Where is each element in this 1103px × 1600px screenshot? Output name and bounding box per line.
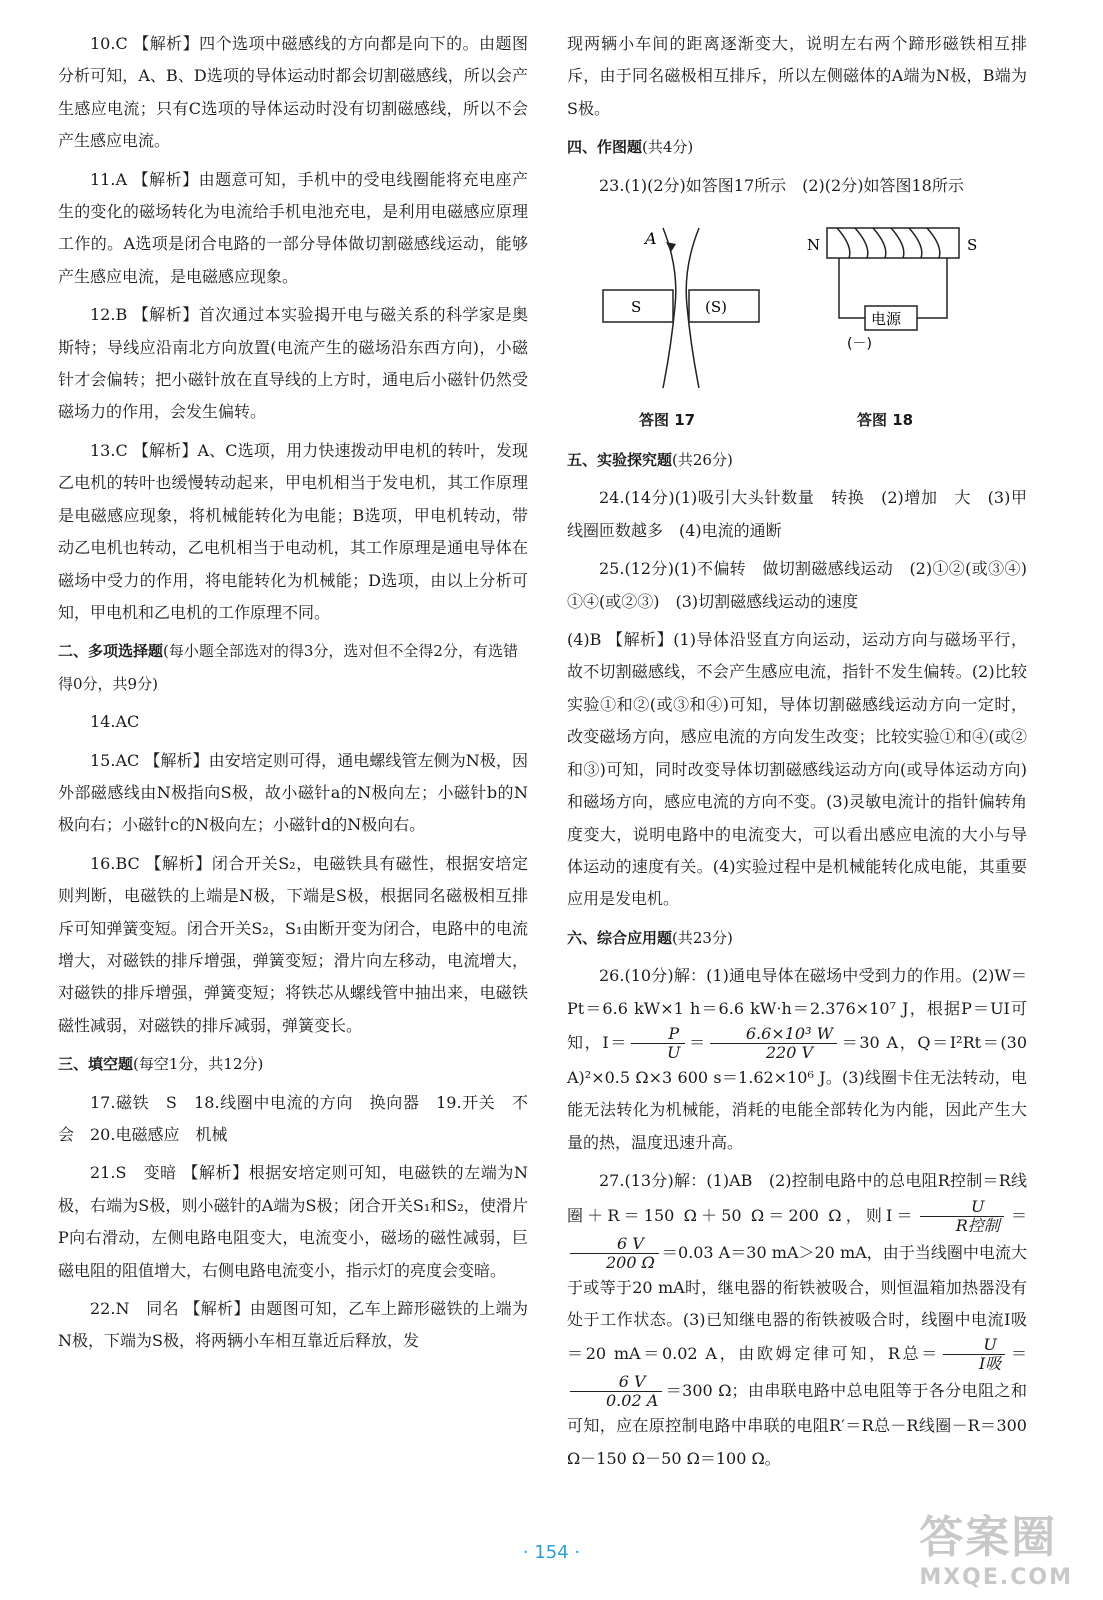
answer-23: 23.(1)(2分)如答图17所示 (2)(2分)如答图18所示 (599, 175, 964, 195)
answer-10: 10.C 【解析】四个选项中磁感线的方向都是向下的。由题图分析可知，A、B、D选项的导体运动时都会切割磁感线，所以会产生感应电流；只有C选项的导体运动时没有切割磁感线，所以不会产生感应电流。 (58, 34, 528, 151)
fraction-denominator: U (667, 1042, 681, 1062)
answer-24: 24.(14分)(1)吸引大头针数量 转换 (2)增加 大 (3)甲 线圈匝数越多 (4)电流的通断 (567, 488, 1044, 540)
wire-left (839, 258, 865, 318)
page-number: · 154 · (522, 1542, 581, 1563)
section-4-note: (共4分) (642, 138, 694, 157)
fraction-numerator: U (920, 1198, 1004, 1217)
equals-sign: ＝ (1008, 1344, 1027, 1364)
fraction-u-over-r (920, 1198, 1004, 1235)
equals-sign: ＝ (1006, 1205, 1027, 1225)
answer-26 (567, 960, 1027, 1159)
left-column (58, 28, 528, 1364)
section-2-note: (每小题全部选对的得3分，选对但不全得2分，有选错得0分，共9分) (58, 642, 518, 693)
answer-27-part-b: ＝0.03 A＝30 mA＞20 mA，由于当线圈中电流大于或等于20 mA时，继电器的衔铁被吸合，则恒温箱加热器没有处于工作状态。(3)已知继电器的衔铁被吸合时，线圈中电流I吸＝20 mA＝0.02 A，由欧姆定律可知，R总＝ (567, 1242, 1027, 1364)
fraction-denominator: I吸 (978, 1354, 1002, 1374)
right-column (567, 28, 1044, 1481)
watermark (919, 1501, 1073, 1590)
answer-27-part-a: 27.(13分)解：(1)AB (2)控制电路中的总电阻R控制＝R线圈＋R＝150 Ω＋50 Ω＝200 Ω，则I＝ (567, 1171, 1027, 1225)
fig18-source-label: 电源 (871, 310, 902, 329)
answer-25: 25.(12分)(1)不偏转 做切割磁感线运动 (2)①②(或③④) ①④(或②③) (3)切割磁感线运动的速度 (567, 559, 1044, 611)
answer-21: 21.S 变暗 【解析】根据安培定则可知，电磁铁的左端为N极，右端为S极，则小磁针的A端为S极；闭合开关S₁和S₂，使滑片P向右滑动，左侧电路电阻变大，电流变小，磁场的磁性减弱，巨磁电阻的阻值增大，右侧电路电流变小，指示灯的亮度会变暗。 (58, 1163, 528, 1280)
fraction-denominator: R控制 (955, 1215, 1000, 1235)
answer-15: 15.AC 【解析】由安培定则可得，通电螺线管左侧为N极，因外部磁感线由N极指向S极，故小磁针a的N极向左；小磁针b的N极向右；小磁针c的N极向左；小磁针d的N极向右。 (58, 750, 528, 835)
section-5-title: 五、实验探究题 (567, 451, 673, 470)
wire-right (917, 258, 947, 318)
section-6-note: (共23分) (672, 928, 733, 947)
section-2-title: 二、多项选择题 (58, 642, 164, 661)
fraction-u-over-i (943, 1336, 1005, 1373)
section-6-heading (567, 922, 1027, 954)
section-6-title: 六、综合应用题 (567, 928, 673, 947)
answer-26-part-b: ＝30 A，Q＝I²Rt＝(30 A)²×0.5 Ω×3 600 s＝1.62×10⁶ J。(3)线圈卡住无法转动，电能无法转化为机械能，消耗的电能全部转化为内能，因此产生大量的热，温度迅速升高。 (567, 1032, 1027, 1152)
fig18-pole-left: N (807, 236, 821, 255)
fraction-numerator: P (631, 1025, 684, 1044)
answer-25-explanation: (4)B 【解析】(1)导体沿竖直方向运动，运动方向与磁场平行，故不切割磁感线，不会产生感应电流，指针不发生偏转。(2)比较实验①和②(或③和④)可知，导体切割磁感线运动方向一定时，改变磁场方向，感应电流的方向发生改变；比较实验①和④(或②和③)可知，同时改变导体切割磁感线运动方向(或导体运动方向)和磁场方向，感应电流的方向不变。(3)灵敏电流计的指针偏转角度变大，说明电路中的电流变大，可以看出感应电流的大小与导体运动的速度有关。(4)实验过程中是机械能转化成电能，其重要应用是发电机。 (567, 630, 1027, 909)
figure-18-drawing (807, 228, 977, 352)
fraction-numerator: 6.6×10³ W (710, 1025, 837, 1044)
answer-27-part-c: ＝300 Ω；由串联电路中总电阻等于各分电阻之和可知，应在原控制电路中串联的电阻R′＝R总－R线圈－R＝300 Ω－150 Ω－50 Ω＝100 Ω。 (567, 1381, 1027, 1468)
answer-figures (567, 208, 1027, 438)
answer-17-20: 17.磁铁 S 18.线圈中电流的方向 换向器 19.开关 不会 20.电磁感应 机械 (58, 1092, 528, 1144)
fraction-denominator: 200 Ω (606, 1252, 655, 1272)
fig17-caption: 答图 17 (639, 411, 696, 430)
fig17-arrow-label: A (645, 229, 657, 249)
equals-sign: ＝ (687, 1032, 707, 1052)
answer-27 (567, 1165, 1027, 1475)
section-3-title: 三、填空题 (58, 1055, 134, 1074)
fraction-denominator: 220 V (765, 1042, 814, 1062)
fig17-pole-right: (S) (705, 298, 727, 317)
answer-12: 12.B 【解析】首次通过本实验揭开电与磁关系的科学家是奥斯特；导线应沿南北方向放置(电流产生的磁场沿东西方向)，小磁针才会偏转；把小磁针放在直导线的上方时，通电后小磁针仍然受磁场力的作用，会发生偏转。 (58, 305, 528, 422)
answer-22: 22.N 同名 【解析】由题图可知，乙车上蹄形磁铁的上端为N极，下端为S极，将两辆小车相互靠近后释放，发 (58, 1299, 528, 1351)
fig18-pole-right: S (967, 236, 978, 255)
fraction-p-over-u (631, 1025, 684, 1062)
answer-14: 14.AC (90, 712, 140, 732)
answer-13: 13.C 【解析】A、C选项，用力快速拨动甲电机的转叶，发现乙电机的转叶也缓慢转动起来，甲电机相当于发电机，其工作原理是电磁感应现象，将机械能转化为电能；B选项，甲电机转动，带动乙电机也转动，乙电机相当于电动机，其工作原理是通电导体在磁场中受力的作用，将电能转化为机械能；D选项，由以上分析可知，甲电机和乙电机的工作原理不同。 (58, 440, 528, 622)
watermark-cn: 答案圈 (919, 1512, 1058, 1563)
answer-22-continued: 现两辆小车间的距离逐渐变大，说明左右两个蹄形磁铁相互排斥，由于同名磁极相互排斥，所以左侧磁体的A端为N极，B端为S极。 (567, 34, 1027, 118)
section-4-title: 四、作图题 (567, 138, 643, 157)
fraction-6v-over-002a (570, 1373, 662, 1410)
answer-26-part-a: 26.(10分)解：(1)通电导体在磁场中受到力的作用。(2)W＝Pt＝6.6 kW×1 h＝6.6 kW·h＝2.376×10⁷ J，根据P＝UI可知，I＝ (567, 966, 1027, 1052)
fraction-power-over-voltage (710, 1025, 837, 1062)
figure-17-drawing (603, 228, 759, 388)
fraction-numerator: 6 V (570, 1235, 659, 1254)
figures-svg (567, 208, 1027, 408)
answer-16: 16.BC 【解析】闭合开关S₂，电磁铁具有磁性，根据安培定则判断，电磁铁的上端是N极，下端是S极，根据同名磁极相互排斥可知弹簧变短。闭合开关S₂，S₁由断开变为闭合，电路中的电流增大，对磁铁的排斥增强，弹簧变短；滑片向左移动，电流增大，对磁铁的排斥增强，弹簧变短；将铁芯从螺线管中抽出来，电磁铁磁性减弱，对磁铁的排斥减弱，弹簧变长。 (58, 853, 528, 1035)
section-4-heading (567, 131, 1027, 163)
watermark-en: MXQE.COM (919, 1565, 1073, 1590)
fraction-6v-over-200ohm (570, 1235, 659, 1272)
section-2-heading (58, 635, 528, 700)
section-3-heading (58, 1048, 528, 1080)
answer-11: 11.A 【解析】由题意可知，手机中的受电线圈能将充电座产生的变化的磁场转化为电流给手机电池充电，是利用电磁感应原理工作的。A选项是闭合电路的一部分导体做切割磁感线运动，能够产生感应电流，是电磁感应现象。 (58, 169, 528, 286)
fraction-denominator: 0.02 A (606, 1391, 659, 1411)
section-3-note: (每空1分，共12分) (133, 1055, 264, 1074)
fraction-numerator: 6 V (570, 1373, 662, 1392)
section-5-note: (共26分) (672, 451, 733, 470)
fraction-numerator: U (943, 1336, 1005, 1355)
fig18-minus-label: (－) (847, 336, 872, 353)
field-arrow-icon (666, 242, 676, 252)
fig17-pole-left: S (631, 298, 642, 317)
section-5-heading (567, 444, 1027, 476)
fig18-caption: 答图 18 (857, 411, 914, 430)
